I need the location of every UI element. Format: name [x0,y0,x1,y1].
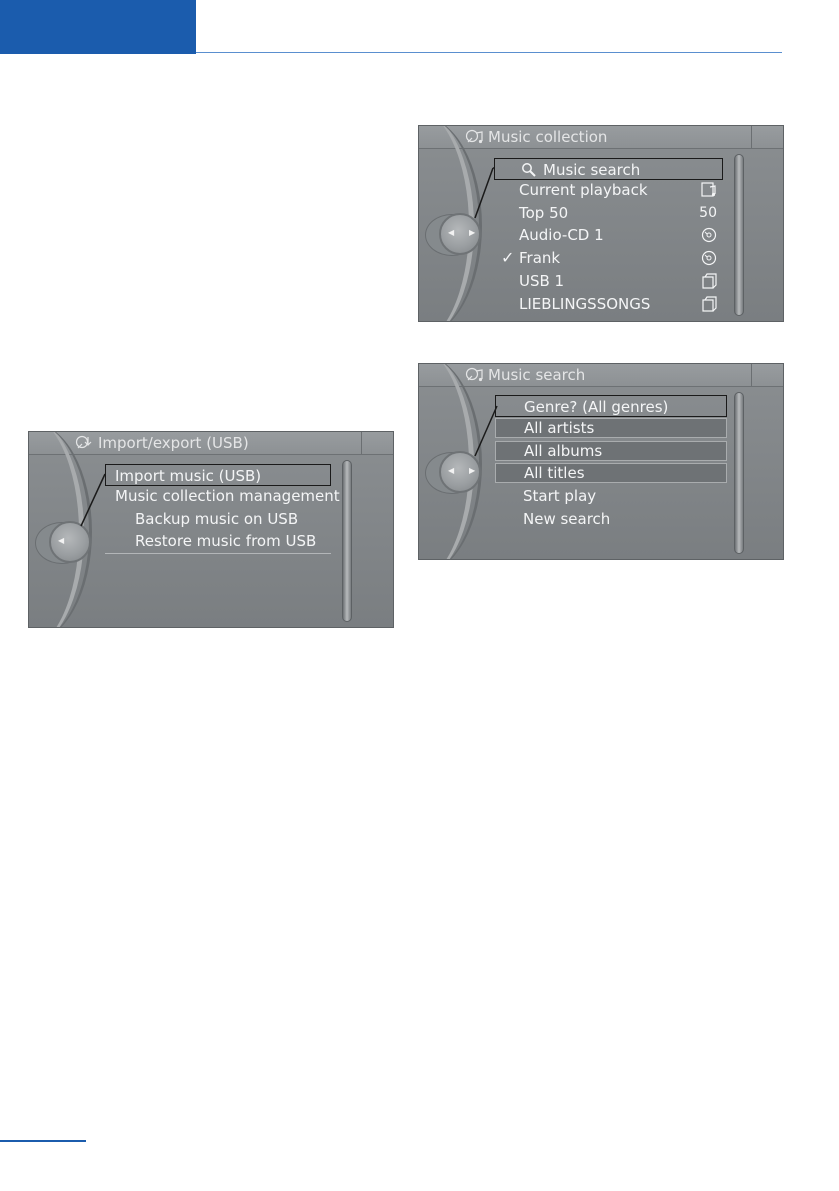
menu-item-lieblingssongs[interactable] [519,293,717,315]
cd-icon [701,250,717,266]
divider [105,553,331,554]
chapter-tab [0,0,196,54]
menu-item-label: Frank [519,249,561,267]
arrow-left-icon: ◀ [58,536,65,545]
menu-item-label: Audio-CD 1 [519,226,604,244]
import-export-screen [28,431,394,628]
scrollbar[interactable] [342,460,352,622]
menu-item-label: All titles [524,464,585,482]
menu-item-all-artists[interactable] [495,418,727,438]
menu-item-label: All artists [524,419,595,437]
menu-item-collection-management[interactable] [115,485,340,507]
menu-item-label: LIEBLINGSSONGS [519,295,651,313]
menu-item-label: New search [523,510,611,528]
menu-item-label: Current playback [519,181,648,199]
menu-item-all-titles[interactable] [495,463,727,483]
menu-item-label: Start play [523,487,597,505]
screen-title: Import/export (USB) [98,434,249,452]
scrollbar[interactable] [734,154,744,316]
menu-item-label: Music collection management [115,487,340,505]
menu-item-start-play[interactable] [523,485,723,507]
menu-item-audio-cd-1[interactable] [519,224,717,246]
checkmark-icon: ✓ [501,248,515,267]
menu-item-genre[interactable] [495,395,727,417]
menu-item-all-albums[interactable] [495,441,727,461]
count-value: 50 [699,205,717,221]
arrow-left-icon: ◀ [448,466,455,475]
menu-item-import-music[interactable] [105,464,331,486]
menu-item-label: Top 50 [519,204,569,222]
menu-item-restore-music[interactable] [135,530,331,552]
menu-item-music-search[interactable] [494,158,723,180]
search-icon [521,162,537,178]
menu-item-usb-1[interactable] [519,270,717,292]
header-rule [196,52,782,53]
footer-rule [0,1140,86,1142]
arrow-right-icon: ▶ [469,228,476,237]
menu-item-label: Backup music on USB [135,510,299,528]
screen-title: Music search [488,366,586,384]
menu-item-label: Restore music from USB [135,532,317,550]
cd-icon [701,227,717,243]
scrollbar[interactable] [734,392,744,554]
arrow-left-icon: ◀ [448,228,455,237]
menu-item-label: All albums [524,442,603,460]
music-collection-screen [418,125,784,322]
menu-item-label: Music search [543,161,641,179]
menu-item-label: Import music (USB) [115,467,262,485]
menu-item-backup-music[interactable] [135,508,331,530]
music-search-screen [418,363,784,560]
menu-item-label: USB 1 [519,272,565,290]
screen-title: Music collection [488,128,608,146]
menu-item-frank[interactable] [501,247,717,269]
menu-item-top-50[interactable] [519,202,717,224]
folder-icon [701,273,717,289]
menu-item-label: Genre? (All genres) [524,398,669,416]
menu-item-current-playback[interactable] [519,179,717,201]
playback-icon [701,182,717,198]
folder-icon [701,296,717,312]
arrow-right-icon: ▶ [469,466,476,475]
menu-item-new-search[interactable] [523,508,723,530]
